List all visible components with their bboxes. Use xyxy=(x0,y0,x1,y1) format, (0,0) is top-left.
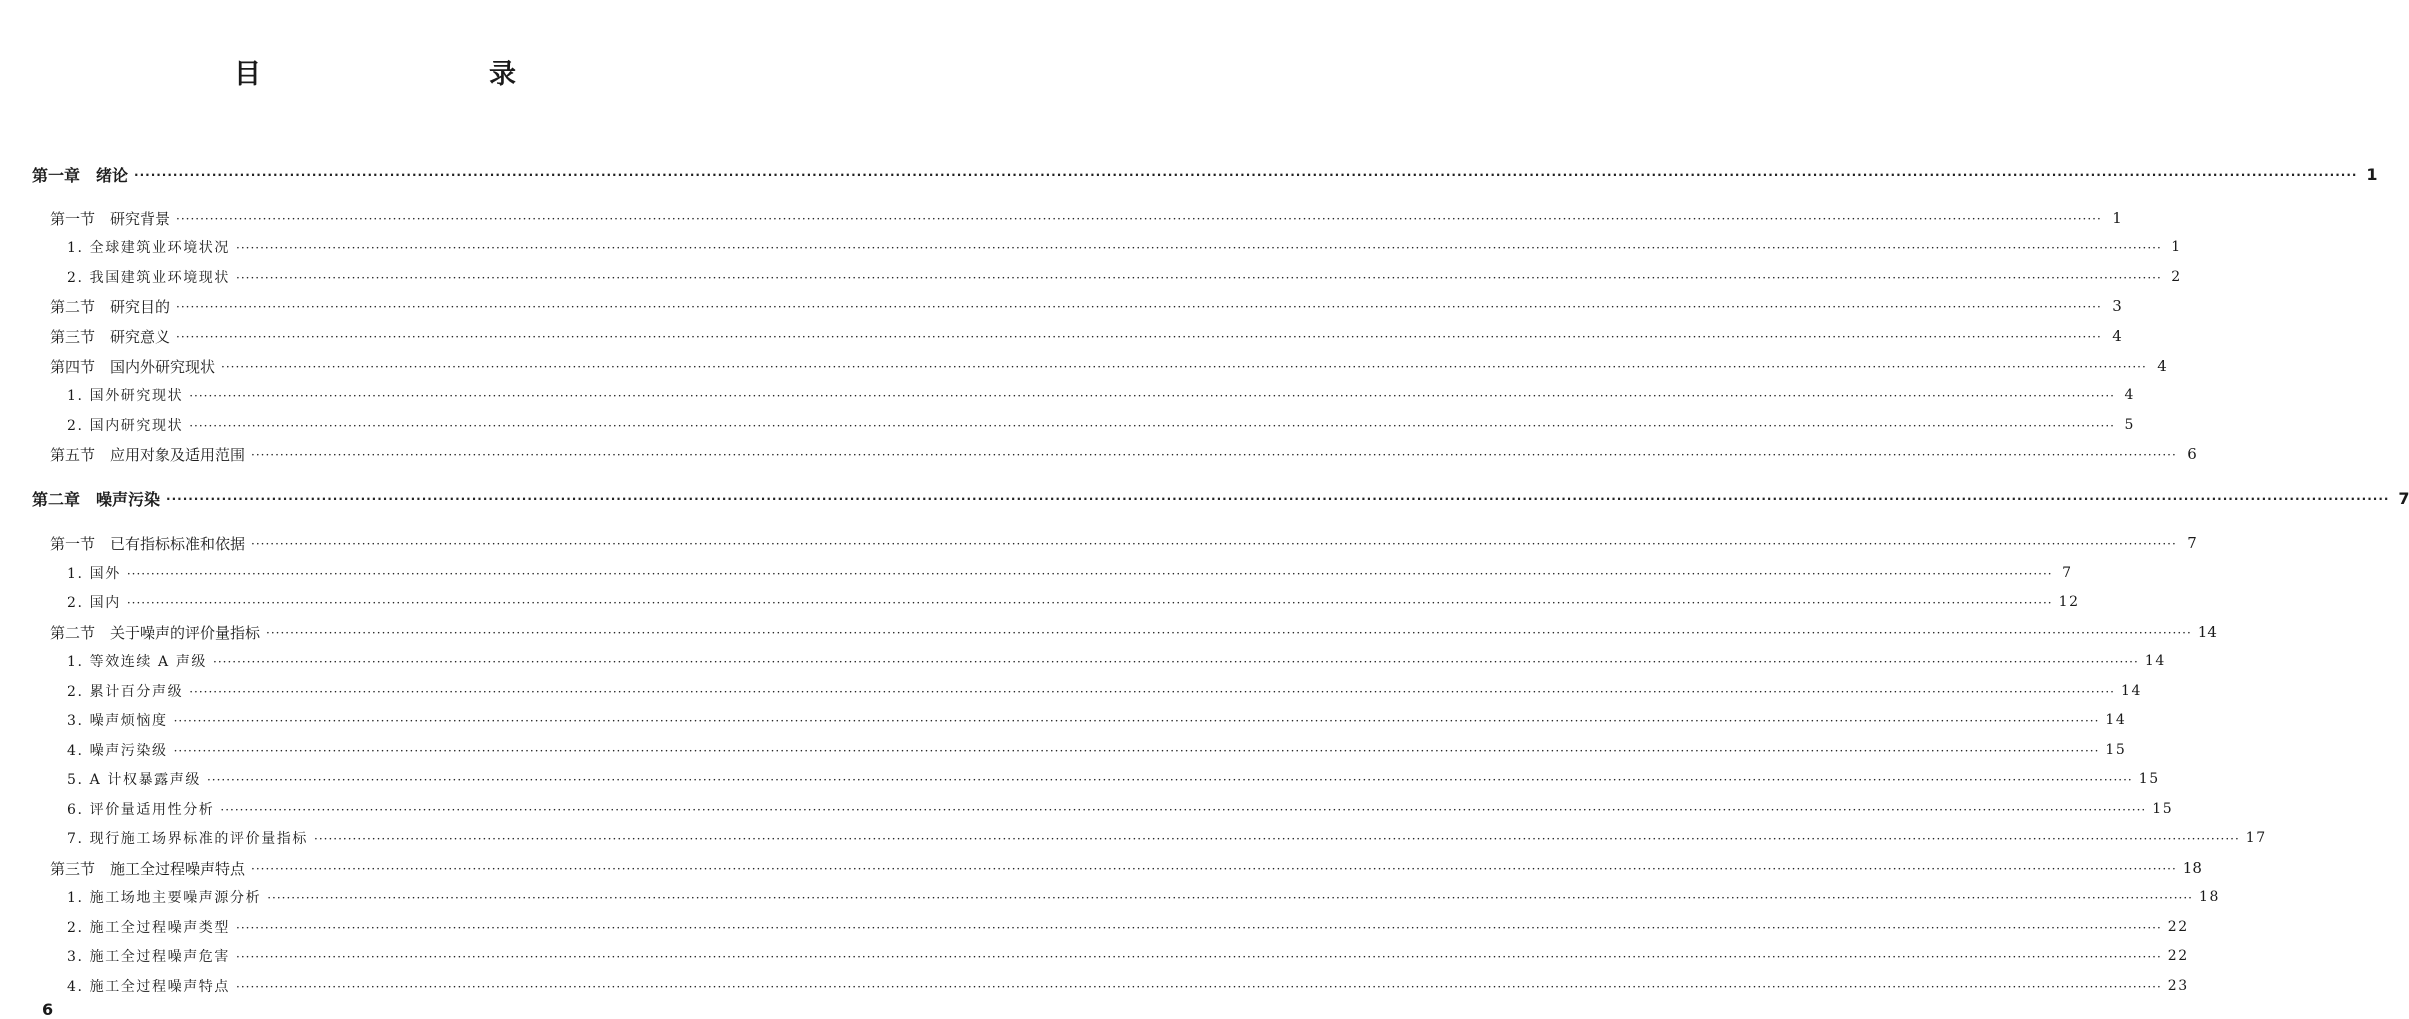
leader-dots: ················································································································································································································································································································································································································ xyxy=(173,744,2100,758)
toc-entry-item[interactable] xyxy=(0,708,2127,732)
toc-entry-title: 第二节 关于噪声的评价量指标 xyxy=(50,623,261,642)
toc-entry-title: 第二章 噪声污染 xyxy=(32,489,161,509)
toc-entry-title: 1. 等效连续 A 声级 xyxy=(67,654,208,670)
leader-dots: ················································································································································································································································································································································································································ xyxy=(236,980,2162,994)
leader-dots: ················································································································································································································································································································································································································ xyxy=(189,389,2115,403)
toc-entry-page: 1 xyxy=(2366,164,2378,184)
toc-entry-title: 1. 国外 xyxy=(67,566,121,582)
leader-dots: ················································································································································································································································································································································································································ xyxy=(236,241,2162,255)
page-number: 6 xyxy=(42,1000,54,1019)
toc-entry-item[interactable] xyxy=(0,915,2189,939)
toc-entry-section[interactable] xyxy=(0,442,2197,466)
toc-entry-item[interactable] xyxy=(0,235,2182,259)
toc-entry-title: 第一章 绪论 xyxy=(32,165,129,185)
toc-entry-item[interactable] xyxy=(0,679,2143,703)
toc-entry-page: 7 xyxy=(2187,534,2197,552)
leader-dots: ················································································································································································································································································································································································································ xyxy=(176,300,2102,314)
toc-entry-title: 2. 施工全过程噪声类型 xyxy=(67,920,231,936)
toc-entry-page: 15 xyxy=(2152,801,2174,817)
leader-dots: ················································································································································································································································································································································································································ xyxy=(176,212,2102,226)
toc-entry-item[interactable] xyxy=(0,826,2267,850)
leader-dots: ················································································································································································································································································································································································································ xyxy=(251,537,2177,551)
toc-entry-title: 2. 我国建筑业环境现状 xyxy=(67,270,231,286)
toc-entry-page: 12 xyxy=(2058,594,2080,610)
toc-entry-title: 第一节 已有指标标准和依据 xyxy=(50,534,246,553)
toc-entry-title: 1. 国外研究现状 xyxy=(67,388,184,404)
toc-entry-title: 2. 国内研究现状 xyxy=(67,418,184,434)
toc-entry-page: 17 xyxy=(2245,830,2267,846)
toc-entry-title: 第三节 研究意义 xyxy=(50,327,171,346)
toc-entry-page: 7 xyxy=(2398,488,2409,508)
toc-entry-item[interactable] xyxy=(0,649,2166,673)
leader-dots: ················································································································································································································································································································································································································ xyxy=(173,714,2100,728)
toc-entry-title: 7. 现行施工场界标准的评价量指标 xyxy=(67,831,309,847)
toc-entry-page: 4 xyxy=(2124,387,2135,403)
toc-entry-title: 3. 施工全过程噪声危害 xyxy=(67,949,231,965)
leader-dots: ················································································································································································································································································································································································································ xyxy=(220,803,2147,817)
toc-entry-item[interactable] xyxy=(0,797,2174,821)
toc-entry-item[interactable] xyxy=(0,383,2135,407)
toc-entry-item[interactable] xyxy=(0,944,2189,968)
toc-entry-page: 22 xyxy=(2167,948,2189,964)
toc-entry-section[interactable] xyxy=(0,620,2217,644)
toc-entry-title: 5. A 计权暴露声级 xyxy=(67,772,201,788)
leader-dots: ················································································································································································································································································································································································································ xyxy=(236,921,2162,935)
toc-entry-page: 14 xyxy=(2197,623,2217,641)
leader-dots: ················································································································································································································································································································································································································ xyxy=(221,360,2147,374)
toc-entry-page: 14 xyxy=(2105,712,2127,728)
leader-dots: ················································································································································································································································································································································································································ xyxy=(134,168,2358,182)
toc-entry-title: 1. 施工场地主要噪声源分析 xyxy=(67,890,262,906)
toc-entry-page: 15 xyxy=(2105,742,2127,758)
toc-entry-page: 4 xyxy=(2112,327,2122,345)
leader-dots: ················································································································································································································································································································································································································ xyxy=(314,832,2240,846)
toc-entry-page: 5 xyxy=(2124,417,2135,433)
page-title: 目 录 xyxy=(234,59,574,90)
leader-dots: ················································································································································································································································································································································································································ xyxy=(206,773,2133,787)
toc-entry-title: 3. 噪声烦恼度 xyxy=(67,713,168,729)
leader-dots: ················································································································································································································································································································································································································ xyxy=(126,596,2053,610)
leader-dots: ················································································································································································································································································································································································································ xyxy=(189,685,2115,699)
leader-dots: ················································································································································································································································································································································································································ xyxy=(251,862,2177,876)
toc-entry-page: 1 xyxy=(2112,209,2122,227)
toc-entry-section[interactable] xyxy=(0,294,2122,318)
toc-entry-page: 23 xyxy=(2167,978,2189,994)
toc-entry-page: 6 xyxy=(2187,445,2197,463)
toc-entry-page: 14 xyxy=(2144,653,2166,669)
toc-entry-section[interactable] xyxy=(0,856,2202,880)
toc-entry-title: 第四节 国内外研究现状 xyxy=(50,357,216,376)
toc-entry-section[interactable] xyxy=(0,354,2167,378)
toc-entry-page: 4 xyxy=(2157,357,2167,375)
toc-entry-item[interactable] xyxy=(0,413,2135,437)
leader-dots: ················································································································································································································································································································································································································ xyxy=(213,655,2139,669)
toc-entry-title: 4. 噪声污染级 xyxy=(67,743,168,759)
toc-entry-page: 7 xyxy=(2062,565,2073,581)
toc-entry-title: 4. 施工全过程噪声特点 xyxy=(67,979,231,995)
leader-dots: ················································································································································································································································································································································································································ xyxy=(236,950,2162,964)
toc-entry-section[interactable] xyxy=(0,206,2122,230)
toc-entry-section[interactable] xyxy=(0,324,2122,348)
toc-entry-item[interactable] xyxy=(0,590,2080,614)
toc-entry-page: 1 xyxy=(2171,239,2182,255)
toc-entry-page: 18 xyxy=(2199,889,2221,905)
toc-entry-page: 14 xyxy=(2121,683,2143,699)
toc-entry-item[interactable] xyxy=(0,738,2127,762)
toc-entry-title: 第三节 施工全过程噪声特点 xyxy=(50,859,246,878)
toc-entry-section[interactable] xyxy=(0,531,2197,555)
toc-entry-page: 22 xyxy=(2167,919,2189,935)
toc-entry-title: 6. 评价量适用性分析 xyxy=(67,802,215,818)
toc-entry-chapter[interactable] xyxy=(0,162,2378,186)
toc-entry-item[interactable] xyxy=(0,885,2221,909)
toc-entry-item[interactable] xyxy=(0,767,2160,791)
toc-entry-page: 18 xyxy=(2182,859,2202,877)
leader-dots: ················································································································································································································································································································································································································ xyxy=(236,271,2162,285)
toc-entry-page: 3 xyxy=(2112,297,2122,315)
leader-dots: ················································································································································································································································································································································································································ xyxy=(126,567,2053,581)
toc-entry-title: 第五节 应用对象及适用范围 xyxy=(50,445,246,464)
toc-entry-page: 15 xyxy=(2138,771,2160,787)
leader-dots: ················································································································································································································································································································································································································ xyxy=(166,492,2390,506)
toc-entry-page: 2 xyxy=(2171,269,2182,285)
toc-entry-title: 第一节 研究背景 xyxy=(50,209,171,228)
leader-dots: ················································································································································································································································································································································································································ xyxy=(251,448,2177,462)
toc-entry-title: 第二节 研究目的 xyxy=(50,297,171,316)
toc-entry-item[interactable] xyxy=(0,974,2189,998)
toc-entry-title: 1. 全球建筑业环境状况 xyxy=(67,240,231,256)
toc-entry-title: 2. 国内 xyxy=(67,595,121,611)
leader-dots: ················································································································································································································································································································································································································ xyxy=(189,419,2115,433)
leader-dots: ················································································································································································································································································································································································································ xyxy=(176,330,2102,344)
toc-entry-chapter[interactable] xyxy=(0,486,2409,510)
toc-entry-item[interactable] xyxy=(0,265,2182,289)
leader-dots: ················································································································································································································································································································································································································ xyxy=(266,626,2192,640)
leader-dots: ················································································································································································································································································································································································································ xyxy=(267,891,2193,905)
toc-entry-item[interactable] xyxy=(0,561,2073,585)
toc-entry-title: 2. 累计百分声级 xyxy=(67,684,184,700)
